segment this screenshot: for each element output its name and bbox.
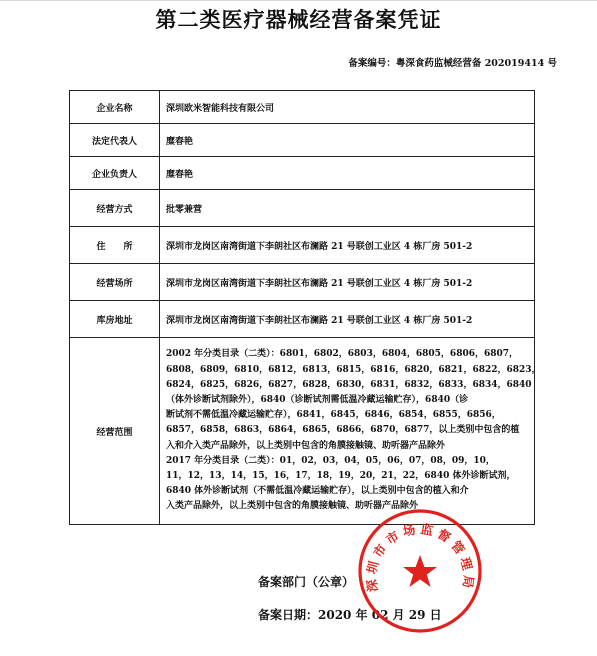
label-person-in-charge: 企业负责人 — [70, 157, 160, 190]
scope-line: 6824，6825，6826，6827，6828，6830，6831，6832，6833，6834，6840 — [166, 379, 532, 390]
table-row — [70, 301, 535, 338]
seal-text: 深圳市市场监督管理局 — [363, 521, 477, 593]
table-row — [70, 338, 535, 525]
scope-line: （体外诊断试剂除外），6840（诊断试剂需低温冷藏运输贮存），6840（诊 — [166, 394, 469, 405]
value-company-name: 深圳欧米智能科技有限公司 — [160, 91, 535, 124]
table-row — [70, 227, 535, 264]
table-row — [70, 264, 535, 301]
scope-line: 入和介入类产品除外，以上类别中包含的角膜接触镜、助听器产品除外 — [166, 440, 446, 451]
scope-line: 2017 年分类目录（二类）：01，02，03，04，05，06，07，08，09，10， — [166, 455, 495, 466]
scope-line: 6808，6809，6810，6812，6813，6815，6816，6820，6821，6822，6823， — [166, 364, 541, 375]
scope-line: 2002 年分类目录（二类）：6801，6802，6803，6804，6805，6806，6807， — [166, 349, 519, 360]
value-person-in-charge: 糜春艳 — [160, 157, 535, 190]
label-residence: 住 所 — [70, 227, 160, 264]
filing-date: 备案日期：2020 年 02 月 29 日 — [258, 608, 442, 622]
official-seal — [357, 508, 483, 634]
value-scope — [160, 338, 541, 525]
value-residence: 深圳市龙岗区南湾街道下李朗社区布澜路 21 号联创工业区 4 栋厂房 501-2 — [160, 227, 535, 264]
record-table — [69, 90, 541, 525]
value-warehouse: 深圳市龙岗区南湾街道下李朗社区布澜路 21 号联创工业区 4 栋厂房 501-2 — [160, 301, 535, 338]
scope-line: 入类产品除外，以上类别中包含的角膜接触镜、助听器产品除外 — [166, 501, 419, 512]
table-row — [70, 157, 535, 190]
label-legal-rep: 法定代表人 — [70, 124, 160, 157]
label-company-name: 企业名称 — [70, 91, 160, 124]
top-border-line — [0, 0, 597, 1]
scope-line: 11，12，13，14，15，16，17，18，19，20，21，22，6840 体外诊断试剂， — [166, 471, 516, 481]
scope-line: 6840 体外诊断试剂（不需低温冷藏运输贮存），以上类别中包含的植入和介 — [166, 486, 469, 497]
label-business-mode: 经营方式 — [70, 190, 160, 227]
value-business-premises: 深圳市龙岗区南湾街道下李朗社区布澜路 21 号联创工业区 4 栋厂房 501-2 — [160, 264, 535, 301]
value-business-mode: 批零兼营 — [160, 190, 535, 227]
value-legal-rep: 糜春艳 — [160, 124, 535, 157]
star-icon — [403, 555, 437, 587]
document-title: 第二类医疗器械经营备案凭证 — [155, 7, 442, 32]
filing-department: 备案部门（公章） — [258, 575, 355, 589]
registration-number: 备案编号：粤深食药监械经营备 202019414 号 — [348, 58, 557, 69]
label-business-premises: 经营场所 — [70, 264, 160, 301]
scope-line: 断试剂不需低温冷藏运输贮存），6841，6845，6846，6854，6855，6856， — [166, 410, 501, 421]
label-warehouse: 库房地址 — [70, 301, 160, 338]
table-row — [70, 190, 535, 227]
table-row — [70, 91, 535, 124]
label-scope: 经营范围 — [70, 338, 160, 525]
table-row — [70, 124, 535, 157]
scope-line: 6857，6858，6863，6864，6865，6866，6870，6877，以上类别中包含的植 — [166, 425, 520, 436]
